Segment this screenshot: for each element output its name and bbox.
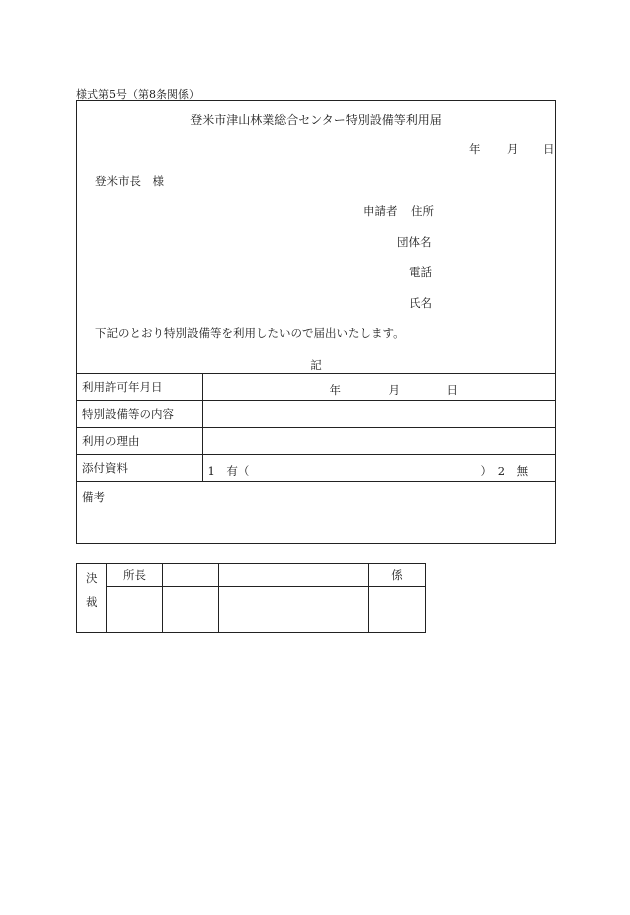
- approval-seal-1[interactable]: [163, 587, 219, 633]
- staff-seal[interactable]: [369, 587, 426, 633]
- date-year-label: 年: [469, 142, 481, 156]
- director-seal[interactable]: [107, 587, 163, 633]
- form-number: 様式第5号（第8条関係）: [76, 88, 200, 101]
- approval-blank-2: [219, 564, 369, 587]
- applicant-name-label: 氏名: [409, 296, 432, 310]
- table-row: [77, 401, 555, 428]
- content-label: 特別設備等の内容: [77, 401, 202, 428]
- kessai-top: 決: [86, 571, 98, 585]
- usage-date-year: 年: [329, 383, 341, 397]
- usage-date-day: 日: [446, 383, 458, 397]
- addressee: 登米市長 様: [95, 174, 164, 188]
- applicant-label: 申請者: [363, 204, 398, 218]
- remarks-label: 備考: [82, 490, 105, 504]
- form-title: 登米市津山林業総合センター特別設備等利用届: [190, 113, 442, 127]
- date-month-label: 月: [507, 142, 519, 156]
- staff-label: 係: [369, 564, 426, 587]
- date-day-label: 日: [543, 142, 555, 156]
- approval-seal-2[interactable]: [219, 587, 369, 633]
- content-field[interactable]: [202, 401, 555, 428]
- kessai-cell: [77, 564, 107, 633]
- applicant-phone-label: 電話: [409, 265, 432, 279]
- application-form: [76, 100, 556, 544]
- remarks-field[interactable]: [77, 482, 555, 540]
- approval-table: [76, 563, 426, 633]
- table-row: [77, 482, 555, 540]
- details-table: [77, 373, 555, 540]
- applicant-org-label: 団体名: [397, 235, 432, 249]
- director-label: 所長: [107, 564, 163, 587]
- usage-date-field[interactable]: [202, 374, 555, 401]
- usage-date-month: 月: [388, 383, 400, 397]
- attachment-no: ） 2 無: [480, 464, 529, 478]
- kessai-bottom: 裁: [86, 595, 98, 609]
- reason-field[interactable]: [202, 428, 555, 455]
- table-row: [77, 455, 555, 482]
- attachment-field[interactable]: [202, 455, 555, 482]
- usage-date-label: 利用許可年月日: [77, 374, 202, 401]
- request-text: 下記のとおり特別設備等を利用したいので届出いたします。: [95, 326, 405, 340]
- applicant-address-label: 住所: [411, 204, 434, 218]
- attachment-yes: 1 有（: [207, 464, 250, 478]
- table-row: [77, 564, 426, 587]
- table-row: [77, 428, 555, 455]
- attachment-label: 添付資料: [77, 455, 202, 482]
- approval-blank-1: [163, 564, 219, 587]
- table-row: [77, 587, 426, 633]
- table-row: [77, 374, 555, 401]
- ki-label: 記: [310, 358, 322, 372]
- reason-label: 利用の理由: [77, 428, 202, 455]
